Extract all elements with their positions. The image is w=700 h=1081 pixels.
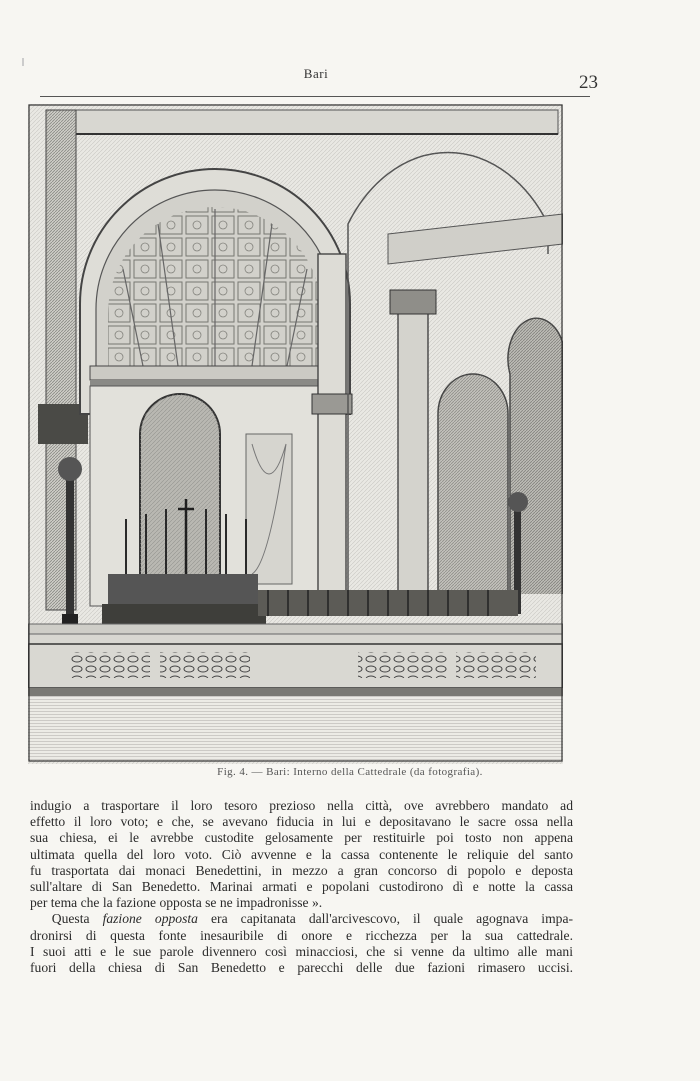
text-run: era capitanata dall'arcivescovo, il quale agognava impa- <box>197 911 574 927</box>
text-line: per tema che la fazione opposta se ne impadronisse ». <box>30 895 323 911</box>
text-line <box>30 911 573 927</box>
text-line: I suoi atti e le sue parole divennero così minacciosi, che si venne da ultimo alle mani <box>30 943 573 959</box>
text-line: sull'altare di San Benedetto. Marinai armati e popolani custodirono dì e notte la cassa <box>30 879 573 895</box>
cathedral-engraving <box>28 104 563 764</box>
paragraph-1 <box>30 798 573 911</box>
text-run: Questa <box>51 911 103 927</box>
running-head <box>0 64 700 94</box>
header-rule <box>40 96 590 97</box>
text-line: fu trasportata dai monaci Benedettini, in mezzo a gran concorso di popolo e deposta <box>30 862 573 878</box>
text-line: sua chiesa, ei le avrebbe custodite gelosamente per restituirle poi tosto non appena <box>30 830 573 846</box>
paragraph-2 <box>30 911 573 976</box>
text-line: indugio a trasportare il loro tesoro prezioso nella città, ove avrebbero mandato ad <box>30 798 573 813</box>
figure-caption: Fig. 4. — Bari: Interno della Cattedrale (da fotografia). <box>217 766 483 778</box>
engraving-illustration <box>28 104 563 764</box>
page-number: 23 <box>579 72 598 93</box>
text-line: ultimata quella del loro voto. Ciò avvenne e la cassa contenente le reliquie del santo <box>30 846 573 862</box>
emphasis-fazione-opposta: fazione opposta <box>102 911 198 927</box>
body-text <box>30 798 573 976</box>
running-title: Bari <box>303 66 329 81</box>
text-line: effetto il loro voto; e che, se avevano fiducia in lui e depositavano le sacre ossa nella <box>30 814 573 830</box>
text-line: dronirsi di questa fonte inesauribile di onore e ricchezza per la sua cattedrale. <box>30 927 573 943</box>
text-line: fuori della chiesa di San Benedetto e parecchi delle due fazioni rimasero uccisi. <box>30 960 573 976</box>
